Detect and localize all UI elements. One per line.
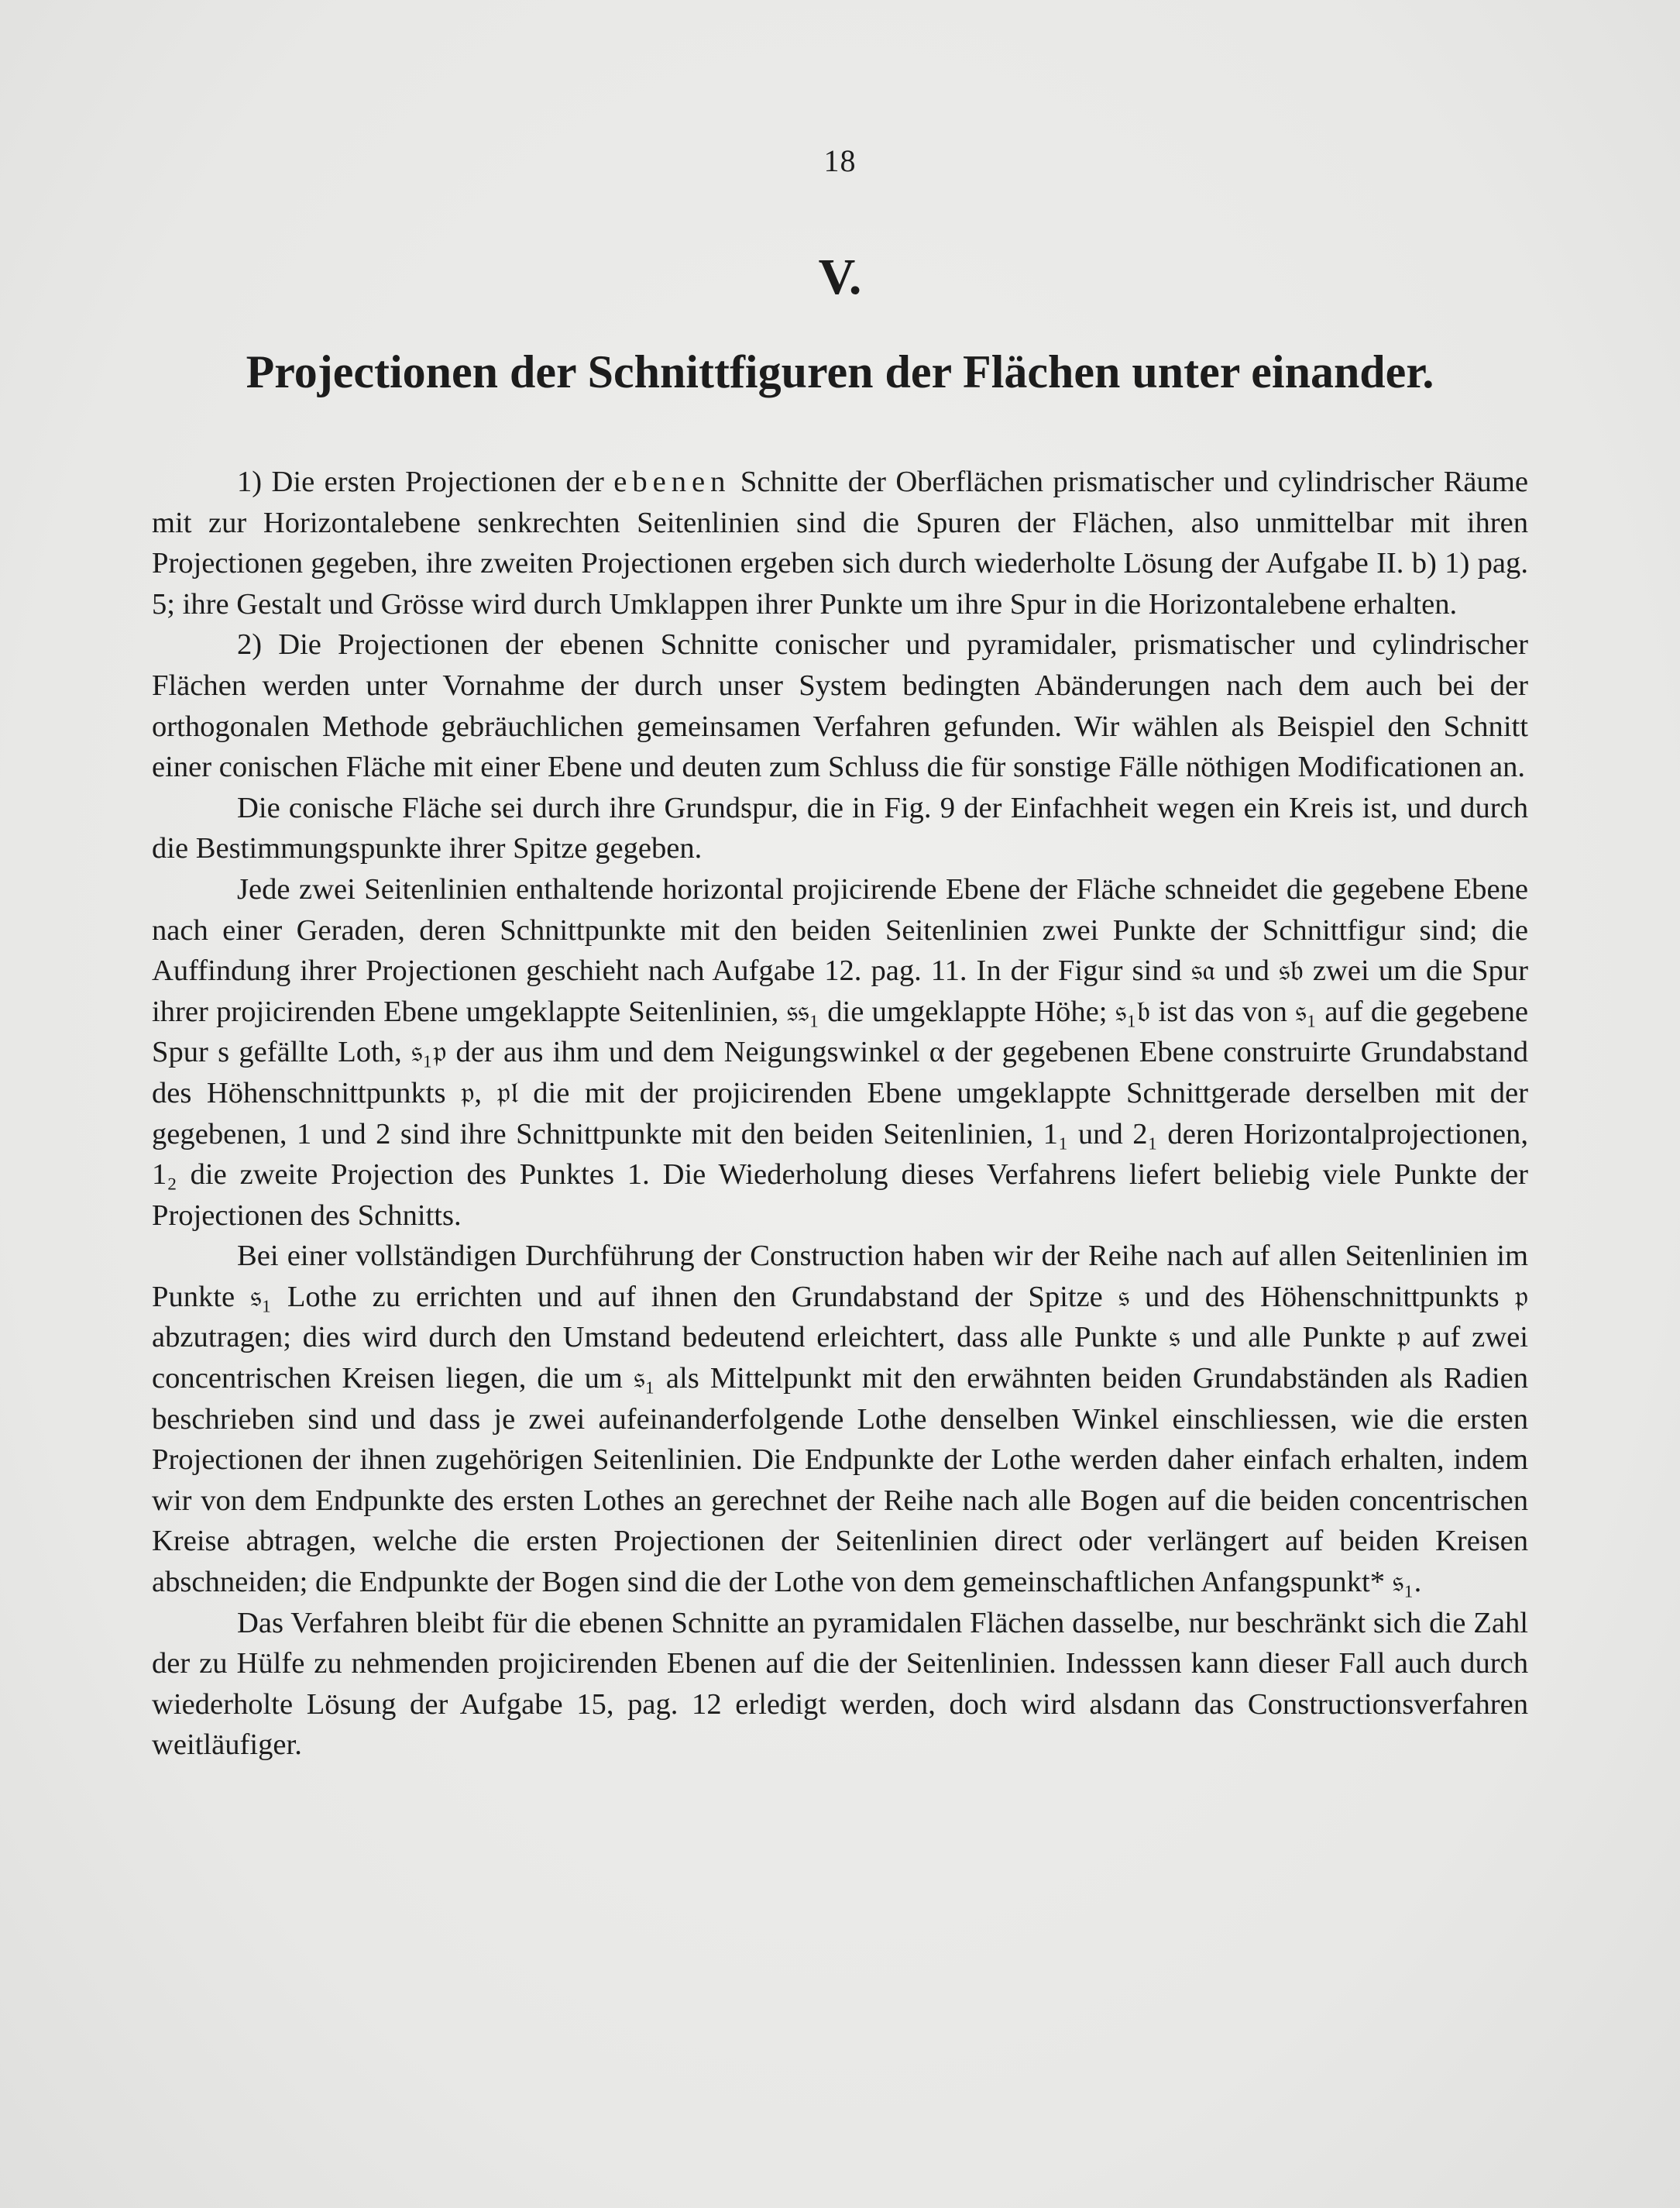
paragraph-1-rest: Schnitte der Oberflächen prismatischer und cylindrischer Räume mit zur Horizontalebene senkrechten Seitenlinien sind die Spuren der Flächen, also unmittelbar mit ihren Projectionen gegeben, ihre zweiten Projectionen ergeben sich durch wiederholte Lösung der Aufgabe II. b) 1) pag. 5; ihre Gestalt und Grösse wird durch Umklappen ihrer Punkte um ihre Spur in die Horizontalebene erhalten. bbox=[152, 466, 1528, 621]
paragraph-4: Jede zwei Seitenlinien enthaltende horizontal projicirende Ebene der Fläche schneidet die gegebene Ebene nach einer Geraden, deren Schnittpunkte mit den beiden Seitenlinien zwei Punkte der Schnittfigur sind; die Auffindung ihrer Projectionen geschieht nach Aufgabe 12. pag. 11. In der Figur sind 𝔰𝔞 und 𝔰𝔟 zwei um die Spur ihrer projicirenden Ebene umgeklappte Seitenlinien, 𝔰𝔰₁ die umgeklappte Höhe; 𝔰₁𝔟 ist das von 𝔰₁ auf die gegebene Spur s gefällte Loth, 𝔰₁𝔭 der aus ihm und dem Neigungswinkel α der gegebenen Ebene construirte Grundabstand des Höhenschnittpunkts 𝔭, 𝔭𝔩 die mit der projicirenden Ebene umgeklappte Schnittgerade derselben mit der gegebenen, 1 und 2 sind ihre Schnittpunkte mit den beiden Seitenlinien, 1₁ und 2₁ deren Horizontalprojectionen, 1₂ die zweite Projection des Punktes 1. Die Wiederholung dieses Verfahrens liefert beliebig viele Punkte der Projectionen des Schnitts. bbox=[152, 872, 1528, 1232]
chapter-title: Projectionen der Schnittfiguren der Flächen unter einander. bbox=[246, 346, 1434, 397]
paragraph-2: 2) Die Projectionen der ebenen Schnitte conischer und pyramidaler, prismatischer und cylindrischer Flächen werden unter Vornahme der durch unser System bedingten Abänderungen nach dem auch bei der orthogonalen Methode gebräuchlichen gemeinsamen Verfahren gefunden. Wir wählen als Beispiel den Schnitt einer conischen Fläche mit einer Ebene und deuten zum Schluss die für sonstige Fälle nöthigen Modificationen an. bbox=[152, 628, 1528, 784]
paragraph-1-start: 1) Die ersten Projectionen der bbox=[237, 466, 604, 498]
body-text bbox=[152, 462, 1528, 1766]
emphasis-ebenen: ebenen bbox=[613, 466, 731, 498]
paragraph-3: Die conische Fläche sei durch ihre Grundspur, die in Fig. 9 der Einfachheit wegen ein Kreis ist, und durch die Bestimmungspunkte ihrer Spitze gegeben. bbox=[152, 791, 1528, 865]
chapter-numeral: V. bbox=[818, 249, 862, 305]
paragraph-1 bbox=[152, 462, 1528, 624]
paragraph-5: Bei einer vollständigen Durchführung der Construction haben wir der Reihe nach auf allen Seitenlinien im Punkte 𝔰₁ Lothe zu errichten und auf ihnen den Grundabstand der Spitze 𝔰 und des Höhenschnittpunkts 𝔭 abzutragen; dies wird durch den Umstand bedeutend erleichtert, dass alle Punkte 𝔰 und alle Punkte 𝔭 auf zwei concentrischen Kreisen liegen, die um 𝔰₁ als Mittelpunkt mit den erwähnten beiden Grundabständen als Radien beschrieben sind und dass je zwei aufeinanderfolgende Lothe denselben Winkel einschliessen, wie die ersten Projectionen der ihnen zugehörigen Seitenlinien. Die Endpunkte der Lothe werden daher einfach erhalten, indem wir von dem Endpunkte des ersten Lothes an gerechnet der Reihe nach alle Bogen auf die beiden concentrischen Kreise abtragen, welche die ersten Projectionen der Seitenlinien direct oder verlängert auf beiden Kreisen abschneiden; die Endpunkte der Bogen sind die der Lothe von dem gemeinschaftlichen Anfangspunkt* 𝔰₁. bbox=[152, 1240, 1528, 1599]
paragraph-6: Das Verfahren bleibt für die ebenen Schnitte an pyramidalen Flächen dasselbe, nur beschränkt sich die Zahl der zu Hülfe zu nehmenden projicirenden Ebenen auf die der Seitenlinien. Indesssen kann dieser Fall auch durch wiederholte Lösung der Aufgabe 15, pag. 12 erledigt werden, doch wird alsdann das Constructionsverfahren weitläufiger. bbox=[152, 1606, 1528, 1762]
page-number: 18 bbox=[823, 143, 857, 178]
